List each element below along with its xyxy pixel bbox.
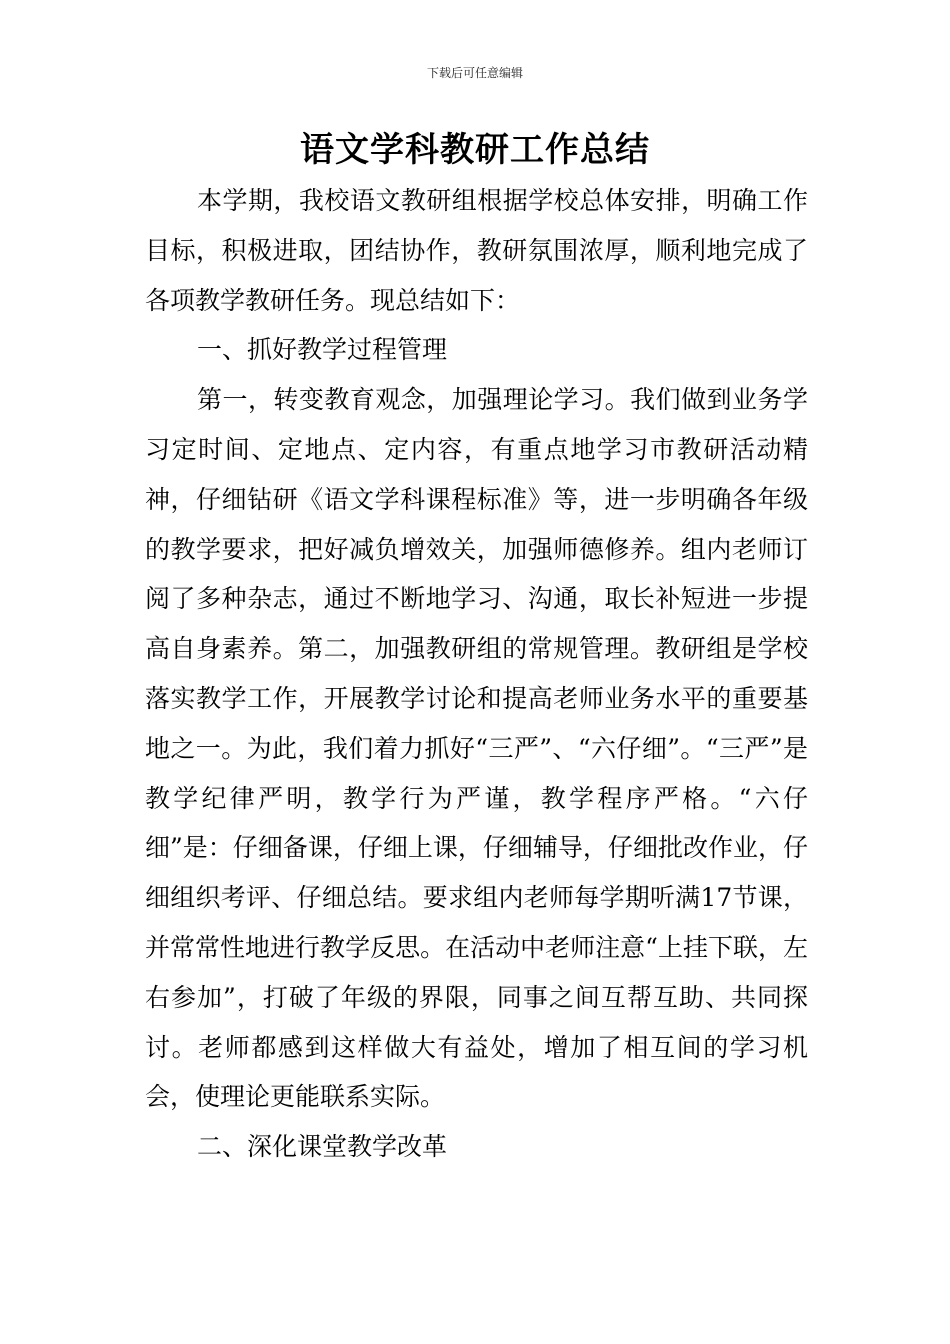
document-title: 语文学科教研工作总结: [300, 130, 650, 170]
section-heading-1: 一、抓好教学过程管理: [197, 335, 448, 365]
section-1-paragraph: 第一，转变教育观念，加强理论学习。我们做到业务学习定时间、定地点、定内容，有重点地学习市教研活动精神，仔细钻研《语文学科课程标准》等，进一步明确各年级的教学要求，把好减负增效关，加强师德修养。组内老师订阅了多种杂志，通过不断地学习、沟通，取长补短进一步提高自身素养。第二，加强教研组的常规管理。教研组是学校落实教学工作，开展教学讨论和提高老师业务水平的重要基地之一。为此，我们着力抓好“三严”、“六仔细”。“三严”是教学纪律严明，教学行为严谨，教学程序严格。“六仔细”是：仔细备课，仔细上课，仔细辅导，仔细批改作业，仔细组织考评、仔细总结。要求组内老师每学期听满17节课，并常常性地进行教学反思。在活动中老师注意“上挂下联，左右参加”，打破了年级的界限，同事之间互帮互助、共同探讨。老师都感到这样做大有益处，增加了相互间的学习机会，使理论更能联系实际。: [145, 385, 808, 1112]
section-heading-2: 二、深化课堂教学改革: [197, 1132, 448, 1162]
document-body: [145, 176, 808, 1172]
intro-paragraph: 本学期，我校语文教研组根据学校总体安排，明确工作目标，积极进取，团结协作，教研氛围浓厚，顺利地完成了各项教学教研任务。现总结如下：: [145, 186, 808, 315]
header-note: 下载后可任意编辑: [426, 66, 523, 80]
